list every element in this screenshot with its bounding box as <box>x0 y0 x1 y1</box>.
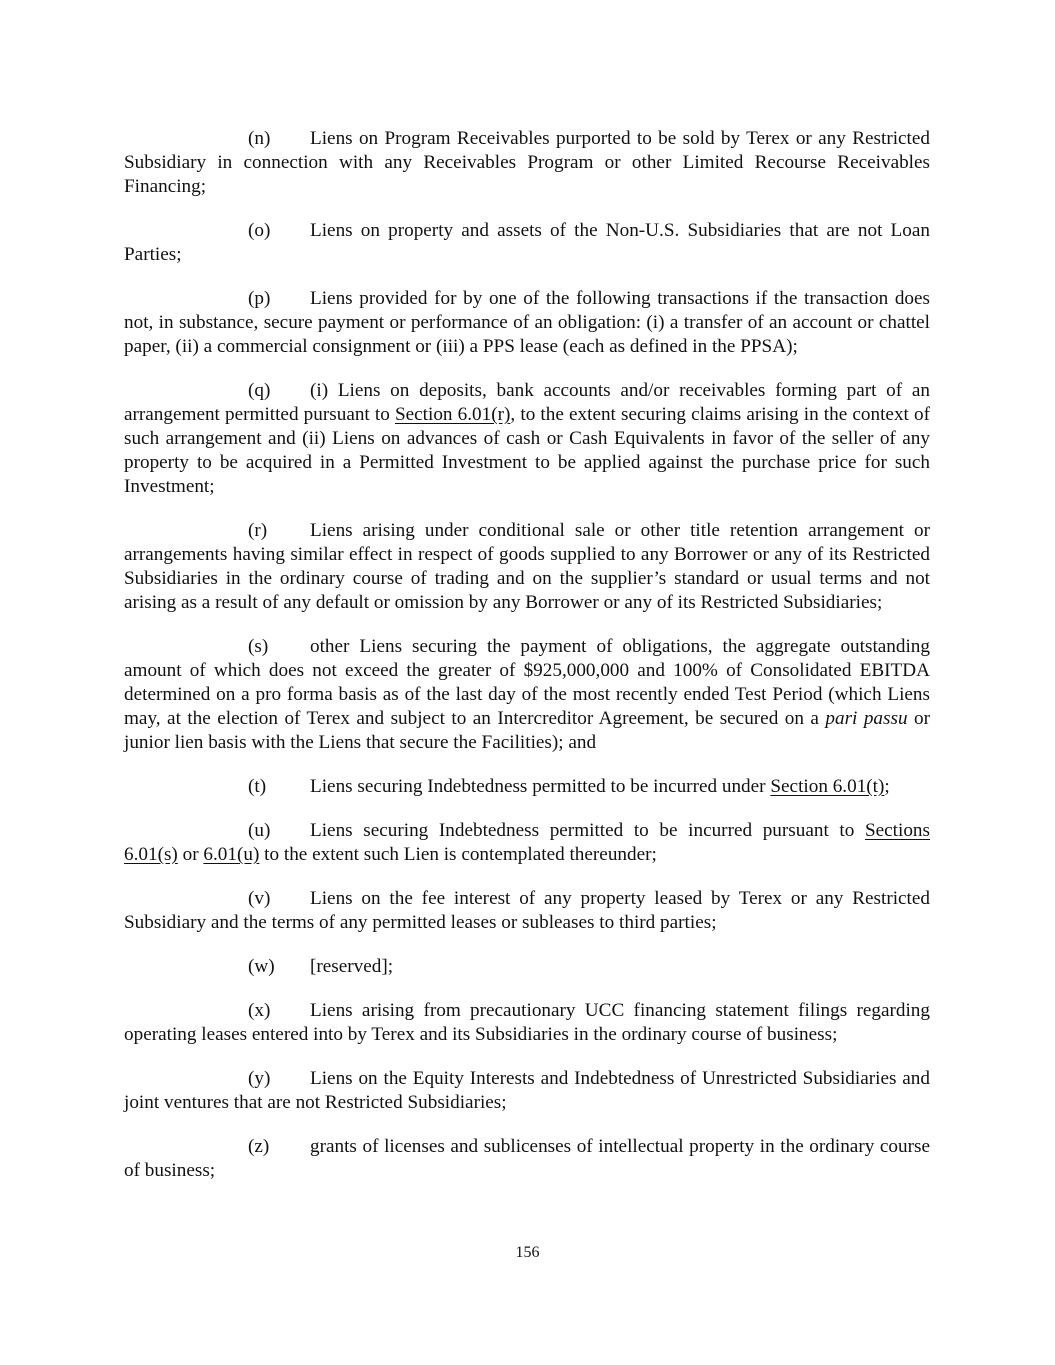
clause-label: (p) <box>248 288 271 309</box>
clause-text: Liens securing Indebtedness permitted to be incurred under <box>310 776 771 797</box>
clause-text: or <box>177 844 204 865</box>
clause-v <box>124 887 930 935</box>
clause-text: (i) Liens on deposits, bank accounts and/or receivables forming part of an arrangement permitted pursuant to <box>124 380 930 425</box>
clause-text: Liens securing Indebtedness permitted to be incurred pursuant to <box>310 820 865 841</box>
section-reference-link[interactable]: 6.01(u) <box>203 844 260 865</box>
clause-text: Liens on Program Receivables purported to be sold by Terex or any Restricted Subsidiary in connection with any Receivables Program or other Limited Recourse Receivables Financing; <box>124 128 930 197</box>
section-reference-link[interactable]: Sections 6.01(s) <box>124 820 930 865</box>
clause-label: (o) <box>248 220 271 241</box>
clause-text: Liens on property and assets of the Non-U.S. Subsidiaries that are not Loan Parties; <box>124 220 930 265</box>
clause-label: (z) <box>248 1136 270 1157</box>
clause-label: (t) <box>248 776 267 797</box>
clause-r <box>124 519 930 615</box>
clause-text: Liens arising under conditional sale or other title retention arrangement or arrangements having similar effect in respect of goods supplied to any Borrower or any of its Restricted Subsidiaries in the ordinary course of trading and on the supplier’s standard or usual terms and not arising as a result of any default or omission by any Borrower or any of its Restricted Subsidiaries; <box>124 520 930 613</box>
clause-q <box>124 379 930 499</box>
clause-label: (w) <box>248 956 275 977</box>
clause-label: (u) <box>248 820 271 841</box>
clause-text: Liens on the fee interest of any property leased by Terex or any Restricted Subsidiary and the terms of any permitted leases or subleases to third parties; <box>124 888 930 933</box>
italic-term: pari passu <box>825 708 908 729</box>
clause-text: Liens provided for by one of the following transactions if the transaction does not, in substance, secure payment or performance of an obligation: (i) a transfer of an account or chattel paper, (ii) a commercial consignment or (iii) a PPS lease (each as defined in the PPSA); <box>124 288 930 357</box>
clause-text: to the extent such Lien is contemplated thereunder; <box>259 844 657 865</box>
clause-text: [reserved]; <box>310 956 394 977</box>
clause-text: other Liens securing the payment of obligations, the aggregate outstanding amount of which does not exceed the greater of $925,000,000 and 100% of Consolidated EBITDA determined on a pro forma basis as of the last day of the most recently ended Test Period (which Liens may, at the election of Terex and subject to an Intercreditor Agreement, be secured on a <box>124 636 930 729</box>
clause-z <box>124 1135 930 1183</box>
clause-s <box>124 635 930 755</box>
clause-text: ; <box>884 776 890 797</box>
clause-label: (x) <box>248 1000 271 1021</box>
clause-o <box>124 219 930 267</box>
clause-x <box>124 999 930 1047</box>
clause-u <box>124 819 930 867</box>
clause-n <box>124 127 930 199</box>
clause-label: (y) <box>248 1068 271 1089</box>
clause-text: grants of licenses and sublicenses of intellectual property in the ordinary course of business; <box>124 1136 930 1181</box>
clause-label: (v) <box>248 888 271 909</box>
clause-label: (q) <box>248 380 271 401</box>
section-reference-link[interactable]: Section 6.01(r) <box>394 404 511 425</box>
clause-label: (n) <box>248 128 271 149</box>
clause-text: , to the extent securing claims arising in the context of such arrangement and (ii) Liens on advances of cash or Cash Equivalents in favor of the seller of any property to be acquired in a Permitted Investment to be applied against the purchase price for such Investment; <box>124 404 930 497</box>
clause-label: (r) <box>248 520 268 541</box>
clause-w <box>124 955 930 979</box>
clause-text: Liens on the Equity Interests and Indebtedness of Unrestricted Subsidiaries and joint ventures that are not Restricted Subsidiaries; <box>124 1068 930 1113</box>
clause-text: or junior lien basis with the Liens that secure the Facilities); and <box>124 708 930 753</box>
clause-p <box>124 287 930 359</box>
clause-t <box>124 775 930 799</box>
clause-y <box>124 1067 930 1115</box>
section-reference-link[interactable]: Section 6.01(t) <box>770 776 885 797</box>
document-page <box>124 127 930 1203</box>
page-number: 156 <box>515 1244 540 1261</box>
clause-text: Liens arising from precautionary UCC financing statement filings regarding operating leases entered into by Terex and its Subsidiaries in the ordinary course of business; <box>124 1000 930 1045</box>
clause-label: (s) <box>248 636 269 657</box>
